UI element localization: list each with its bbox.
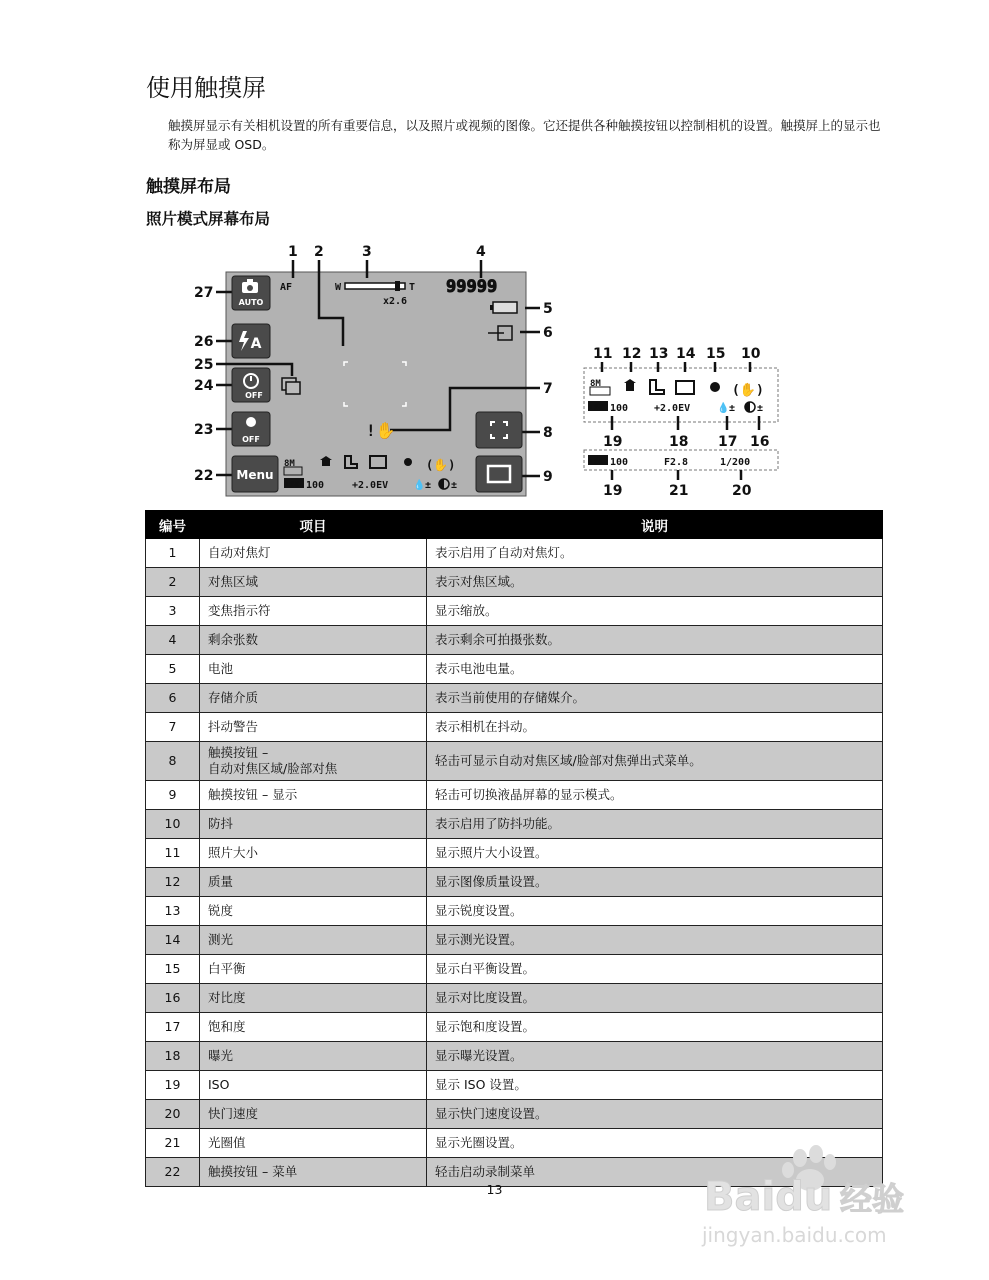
svg-text:Menu: Menu [236,468,274,482]
white-balance-icon [404,458,412,466]
display-button[interactable] [476,456,522,492]
screen-iso-value: 100 [306,480,325,491]
zoom-level: x2.6 [383,296,408,307]
table-row: 22 触摸按钮 – 菜单 轻击启动录制菜单 [146,1158,883,1187]
battery-icon [493,302,517,313]
detail-stabilizer-icon: (✋) [732,383,764,398]
detail-saturation-sym: ± [729,403,736,414]
screen-saturation-icon: 💧 [413,480,426,491]
table-row: 7 抖动警告 表示相机在抖动。 [146,713,883,742]
subsection-heading: 照片模式屏幕布局 [146,210,271,228]
callout-5: 5 [543,301,553,317]
shots-remaining: 99999 [446,277,498,297]
table-row: 12 质量 显示图像质量设置。 [146,868,883,897]
table-row: 4 剩余张数 表示剩余可拍摄张数。 [146,626,883,655]
detail2-callout-19: 19 [603,483,623,499]
detail2-aperture: F2.8 [664,457,689,468]
svg-text:OFF: OFF [245,391,263,400]
table-row: 18 曝光 显示曝光设置。 [146,1042,883,1071]
detail2-callout-20: 20 [732,483,752,499]
table-row: 2 对焦区域 表示对焦区域。 [146,568,883,597]
detail-callout-14: 14 [676,346,696,362]
screen-size-badge: 8M [284,459,295,469]
screen-contrast-sym: ± [451,480,458,491]
detail-callout-17: 17 [718,434,738,450]
auto-mode-button[interactable] [232,276,270,310]
callout-1: 1 [288,244,298,260]
macro-button[interactable] [232,412,270,446]
intro-paragraph: 触摸屏显示有关相机设置的所有重要信息，以及照片或视频的图像。它还提供各种触摸按钮以控制相机的设置。触摸屏上的显示也称为屏显或 OSD。 [168,118,881,152]
svg-text:OFF: OFF [242,435,260,444]
header-number: 编号 [146,511,200,539]
callout-26: 26 [194,334,214,350]
callout-7: 7 [543,381,553,397]
callout-2: 2 [314,244,324,260]
svg-text:AUTO: AUTO [238,298,264,307]
watermark-url: jingyan.baidu.com [702,1223,887,1247]
items-table [145,510,883,1187]
macro-flower-icon [246,417,256,427]
detail-callout-18: 18 [669,434,689,450]
table-row: 9 触摸按钮 – 显示 轻击可切换液晶屏幕的显示模式。 [146,781,883,810]
stabilizer-icon: (✋) [426,458,456,472]
detail-callout-13: 13 [649,346,669,362]
detail-callout-11: 11 [593,346,613,362]
table-row: 13 锐度 显示锐度设置。 [146,897,883,926]
callout-4: 4 [476,244,486,260]
callout-24: 24 [194,378,214,394]
table-row: 1 自动对焦灯 表示启用了自动对焦灯。 [146,539,883,568]
watermark-brand-cn: 经验 [840,1180,905,1218]
detail-callout-10: 10 [741,346,761,362]
detail-iso-badge: ISO [589,403,604,412]
detail2-iso-badge: ISO [589,457,604,466]
callout-27: 27 [194,285,214,301]
table-row: 20 快门速度 显示快门速度设置。 [146,1100,883,1129]
detail-callout-16: 16 [750,434,770,450]
header-description: 说明 [427,511,883,539]
table-row: 5 电池 表示电池电量。 [146,655,883,684]
detail-ev-value: +2.0EV [654,403,691,414]
detail2-iso-value: 100 [610,457,629,468]
flash-button[interactable] [232,324,270,358]
zoom-w-label: W [335,282,342,293]
table-row: 17 饱和度 显示饱和度设置。 [146,1013,883,1042]
callout-3: 3 [362,244,372,260]
callout-23: 23 [194,422,214,438]
self-timer-button[interactable] [232,368,270,402]
callout-25: 25 [194,357,214,373]
detail-callout-12: 12 [622,346,642,362]
table-row: 14 测光 显示测光设置。 [146,926,883,955]
zoom-t-label: T [409,282,416,293]
screen-layout-diagram [180,238,800,502]
af-area-button[interactable] [476,412,522,448]
table-row: 19 ISO 显示 ISO 设置。 [146,1071,883,1100]
detail2-callout-21: 21 [669,483,689,499]
detail-iso-value: 100 [610,403,629,414]
table-row: 10 防抖 表示启用了防抖功能。 [146,810,883,839]
callout-6: 6 [543,325,553,341]
table-row: 8 触摸按钮 – 自动对焦区域/脸部对焦 轻击可显示自动对焦区域/脸部对焦弹出式菜单。 [146,742,883,781]
shake-warning-icon: !✋ [366,421,396,440]
detail-white-balance-icon [710,382,720,392]
svg-text:A: A [250,336,262,352]
table-row: 16 对比度 显示对比度设置。 [146,984,883,1013]
baidu-watermark [700,1140,950,1250]
screen-saturation-sym: ± [425,480,432,491]
detail2-shutter: 1/200 [720,457,751,468]
table-header-row [146,511,883,539]
screen-ev-value: +2.0EV [352,480,389,491]
table-row: 21 光圈值 显示光圈设置。 [146,1129,883,1158]
table-row: 3 变焦指示符 显示缩放。 [146,597,883,626]
section-heading: 触摸屏布局 [146,177,231,197]
detail-contrast-sym: ± [757,403,764,414]
table-row: 6 存储介质 表示当前使用的存储媒介。 [146,684,883,713]
detail-saturation-icon: 💧 [717,403,730,414]
header-item: 项目 [200,511,427,539]
page-number: 13 [486,1182,503,1197]
callout-9: 9 [543,469,553,485]
table-row: 15 白平衡 显示白平衡设置。 [146,955,883,984]
table-row: 11 照片大小 显示照片大小设置。 [146,839,883,868]
detail-callout-19: 19 [603,434,623,450]
callout-8: 8 [543,425,553,441]
page-title: 使用触摸屏 [146,74,266,102]
af-lamp-indicator: AF [280,282,293,293]
screen-iso-badge: ISO [285,480,300,489]
detail-callout-15: 15 [706,346,726,362]
menu-button[interactable] [232,456,278,492]
watermark-brand: Baidu [704,1174,833,1220]
callout-22: 22 [194,468,214,484]
detail-size-badge: 8M [590,379,601,389]
